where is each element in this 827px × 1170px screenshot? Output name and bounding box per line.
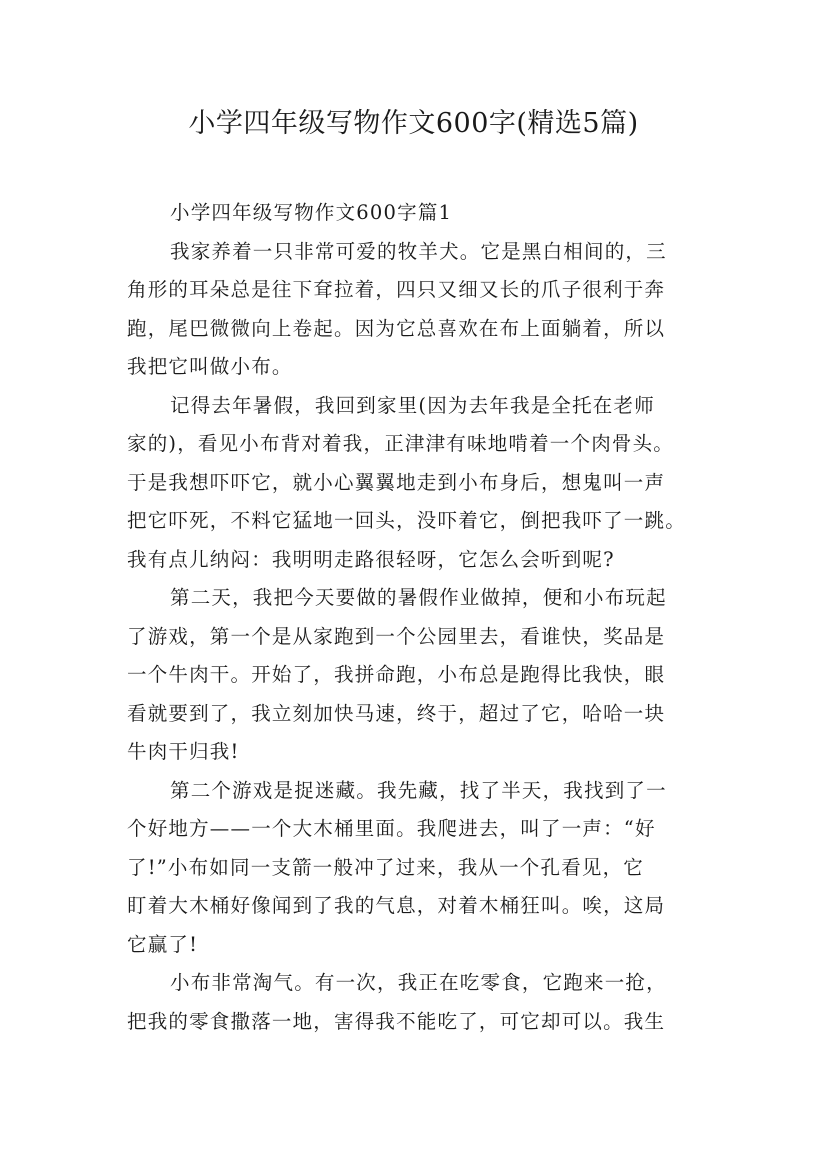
paragraph-line: 我把它叫做小布。 bbox=[127, 355, 293, 378]
paragraph-line: 家的)，看见小布背对着我，正津津有味地啃着一个肉骨头。 bbox=[127, 432, 675, 455]
paragraph-line: 了!”小布如同一支箭一般冲了过来，我从一个孔看见，它 bbox=[127, 855, 645, 879]
paragraph-line: 它赢了! bbox=[127, 932, 199, 956]
paragraph-line: 把我的零食撒落一地，害得我不能吃了，可它却可以。我生 bbox=[127, 1009, 666, 1033]
paragraph-line: 了游戏，第一个是从家跑到一个公园里去，看谁快，奖品是 bbox=[127, 624, 666, 648]
paragraph-line: 我有点儿纳闷：我明明走路很轻呀，它怎么会听到呢? bbox=[127, 547, 615, 571]
paragraph-line: 记得去年暑假，我回到家里(因为去年我是全托在老师 bbox=[170, 393, 655, 417]
paragraph-line: 一个牛肉干。开始了，我拼命跑，小布总是跑得比我快，眼 bbox=[127, 663, 666, 686]
paragraph-line: 于是我想吓吓它，就小心翼翼地走到小布身后，想鬼叫一声 bbox=[127, 470, 666, 494]
document-title: 小学四年级写物作文600字(精选5篇) bbox=[188, 108, 639, 139]
paragraph-line: 我家养着一只非常可爱的牧羊犬。它是黑白相间的，三 bbox=[170, 239, 667, 263]
paragraph-line: 盯着大木桶好像闻到了我的气息，对着木桶狂叫。唉，这局 bbox=[127, 894, 666, 917]
paragraph-line: 牛肉干归我! bbox=[127, 740, 240, 763]
paragraph-line: 第二个游戏是捉迷藏。我先藏，找了半天，我找到了一 bbox=[170, 778, 667, 802]
paragraph-line: 把它吓死，不料它猛地一回头，没吓着它，倒把我吓了一跳。 bbox=[127, 509, 686, 532]
section-heading: 小学四年级写物作文600字篇1 bbox=[170, 201, 453, 224]
paragraph-line: 个好地方——一个大木桶里面。我爬进去，叫了一声：“好 bbox=[127, 817, 656, 840]
paragraph-line: 跑，尾巴微微向上卷起。因为它总喜欢在布上面躺着，所以 bbox=[127, 316, 666, 340]
document-body bbox=[127, 194, 712, 1041]
paragraph-line: 第二天，我把今天要做的暑假作业做掉，便和小布玩起 bbox=[170, 586, 667, 609]
paragraph-line: 看就要到了，我立刻加快马速，终于，超过了它，哈哈一块 bbox=[127, 701, 666, 725]
paragraph-line: 小布非常淘气。有一次，我正在吃零食，它跑来一抢， bbox=[170, 971, 667, 994]
paragraph-line: 角形的耳朵总是往下耷拉着，四只又细又长的爪子很利于奔 bbox=[127, 278, 666, 301]
